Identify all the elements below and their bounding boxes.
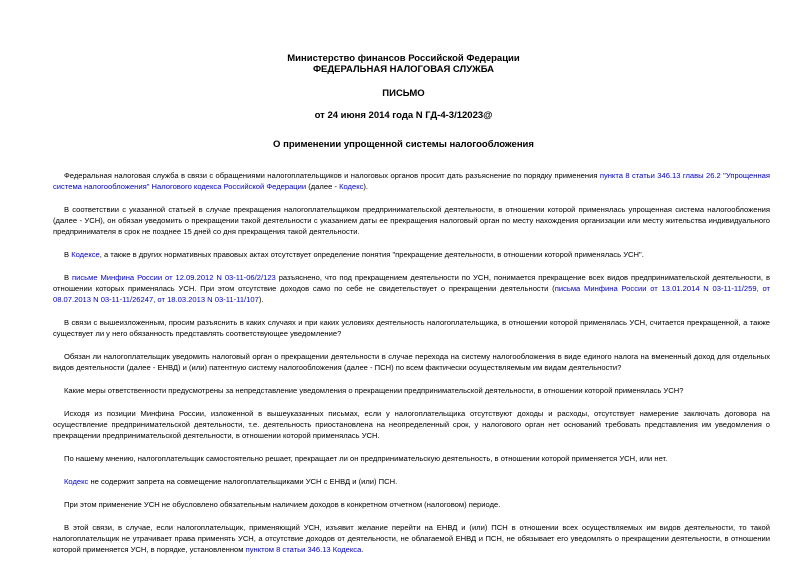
paragraph-2: В соответствии с указанной статьей в случае прекращения налогоплательщиком предпринимательской деятельности, в отношении которой применялась упрощенная система налогообложения (далее - УСН), он обязан уведомить о прекращении такой деятельности с указанием даты ее прекращения налоговый орган по месту нахождения организации или месту жительства индивидуального предпринимателя в срок не позднее 15 дней со дня прекращения такой деятельности. bbox=[53, 205, 770, 236]
link-kodeks[interactable]: Кодекс bbox=[339, 182, 364, 191]
paragraph-7: Какие меры ответственности предусмотрены за непредставление уведомления о прекращении предпринимательской деятельности, в отношении которой применялась УСН? bbox=[64, 386, 684, 395]
link-punkt-8-346-13[interactable]: пунктом 8 статьи 346.13 Кодекса bbox=[245, 545, 362, 554]
document-subject: О применении упрощенной системы налогообложения bbox=[273, 139, 534, 150]
paragraph-4 bbox=[53, 272, 770, 305]
link-kodekse[interactable]: Кодексе bbox=[71, 250, 100, 259]
paragraph-12-text-b: . bbox=[361, 545, 364, 554]
paragraph-10 bbox=[53, 476, 770, 487]
paragraph-3-text-b: , а также в других нормативных правовых актах отсутствует определение понятия "прекращение деятельности, в отношении которой применялась УСН". bbox=[99, 250, 644, 259]
link-article-346-13[interactable]: пункта 8 статьи 346.13 главы 26.2 "Упрощенная система налогообложения" Налогового кодекса Российской Федерации bbox=[53, 171, 771, 191]
paragraph-10-text: не содержит запрета на совмещение налогоплательщиками УСН с ЕНВД и (или) ПСН. bbox=[88, 477, 398, 486]
paragraph-1-text-b: (далее - bbox=[306, 182, 340, 191]
link-minfin-letters-2013-2014[interactable]: письма Минфина России от 13.01.2014 N 03-11-11/259, от 08.07.2013 N 03-11-11/26247, от 18.03.2013 N 03-11-11/107 bbox=[53, 284, 770, 304]
document-body bbox=[53, 170, 770, 567]
ministry-heading: Министерство финансов Российской Федерации bbox=[287, 53, 520, 64]
link-kodeks-2[interactable]: Кодекс bbox=[64, 477, 89, 486]
paragraph-5: В связи с вышеизложенным, просим разъяснить в каких случаях и при каких условиях деятельность налогоплательщика, в отношении которой применялась УСН, считается прекращенной, а также существует ли у него обязанность представлять соответствующее уведомление? bbox=[53, 318, 770, 338]
paragraph-3 bbox=[53, 249, 770, 260]
document-date-number: от 24 июня 2014 года N ГД-4-3/12023@ bbox=[314, 110, 493, 121]
paragraph-12 bbox=[53, 522, 770, 555]
service-heading: ФЕДЕРАЛЬНАЯ НАЛОГОВАЯ СЛУЖБА bbox=[312, 64, 495, 75]
paragraph-1 bbox=[53, 170, 770, 192]
paragraph-1-text-c: ). bbox=[363, 182, 369, 191]
paragraph-4-text-c: ). bbox=[258, 295, 264, 304]
link-minfin-letter-2012[interactable]: письме Минфина России от 12.09.2012 N 03-11-06/2/123 bbox=[72, 273, 276, 282]
paragraph-1-text-a: Федеральная налоговая служба в связи с обращениями налогоплательщиков и налоговых органов просит дать разъяснение по порядку применения bbox=[64, 171, 600, 180]
paragraph-6: Обязан ли налогоплательщик уведомить налоговый орган о прекращении деятельности в случае перехода на систему налогообложения в виде единого налога на вмененный доход для отдельных видов деятельности (далее - ЕНВД) и (или) патентную систему налогообложения (далее - ПСН) по всем фактически осуществляемым им видам деятельности? bbox=[53, 352, 770, 372]
paragraph-9: По нашему мнению, налогоплательщик самостоятельно решает, прекращает ли он предпринимательскую деятельность, в отношении которой применяется УСН, или нет. bbox=[64, 454, 668, 463]
document-type: ПИСЬМО bbox=[382, 88, 425, 99]
paragraph-4-text-b: разъяснено, что под прекращением деятельности по УСН, понимается прекращение всех видов предпринимательской деятельности, в отношении которых применялась УСН. При этом отсутствие доходов само по себе не свидетельствует о прекращении деятельности ( bbox=[53, 273, 770, 293]
paragraph-3-text-a: В bbox=[64, 250, 72, 259]
paragraph-8: Исходя из позиции Минфина России, изложенной в вышеуказанных письмах, если у налогоплательщика отсутствуют доходы и расходы, отсутствует намерение заключать договора на осуществление предпринимательской деятельности, т.е. деятельность приостановлена на неопределенный срок, у налогового орган нет оснований требовать представления им уведомления о прекращении предпринимательской деятельности, в отношении которой применялась УСН. bbox=[53, 409, 770, 440]
paragraph-4-text-a: В bbox=[64, 273, 72, 282]
paragraph-11: При этом применение УСН не обусловлено обязательным наличием доходов в конкретном отчетном (налоговом) периоде. bbox=[64, 500, 501, 509]
paragraph-12-text-a: В этой связи, в случае, если налогоплательщик, применяющий УСН, изъявит желание перейти на ЕНВД и (или) ПСН в отношении всех осуществляемых им видов деятельности, то такой налогоплательщик не утрачивает права применять УСН, а отсутствие доходов от деятельности, не облагаемой ЕНВД и ПСН, не обязывает его уведомлять о прекращении деятельности, в отношении которой применяется УСН, в порядке, установленном bbox=[53, 523, 770, 554]
